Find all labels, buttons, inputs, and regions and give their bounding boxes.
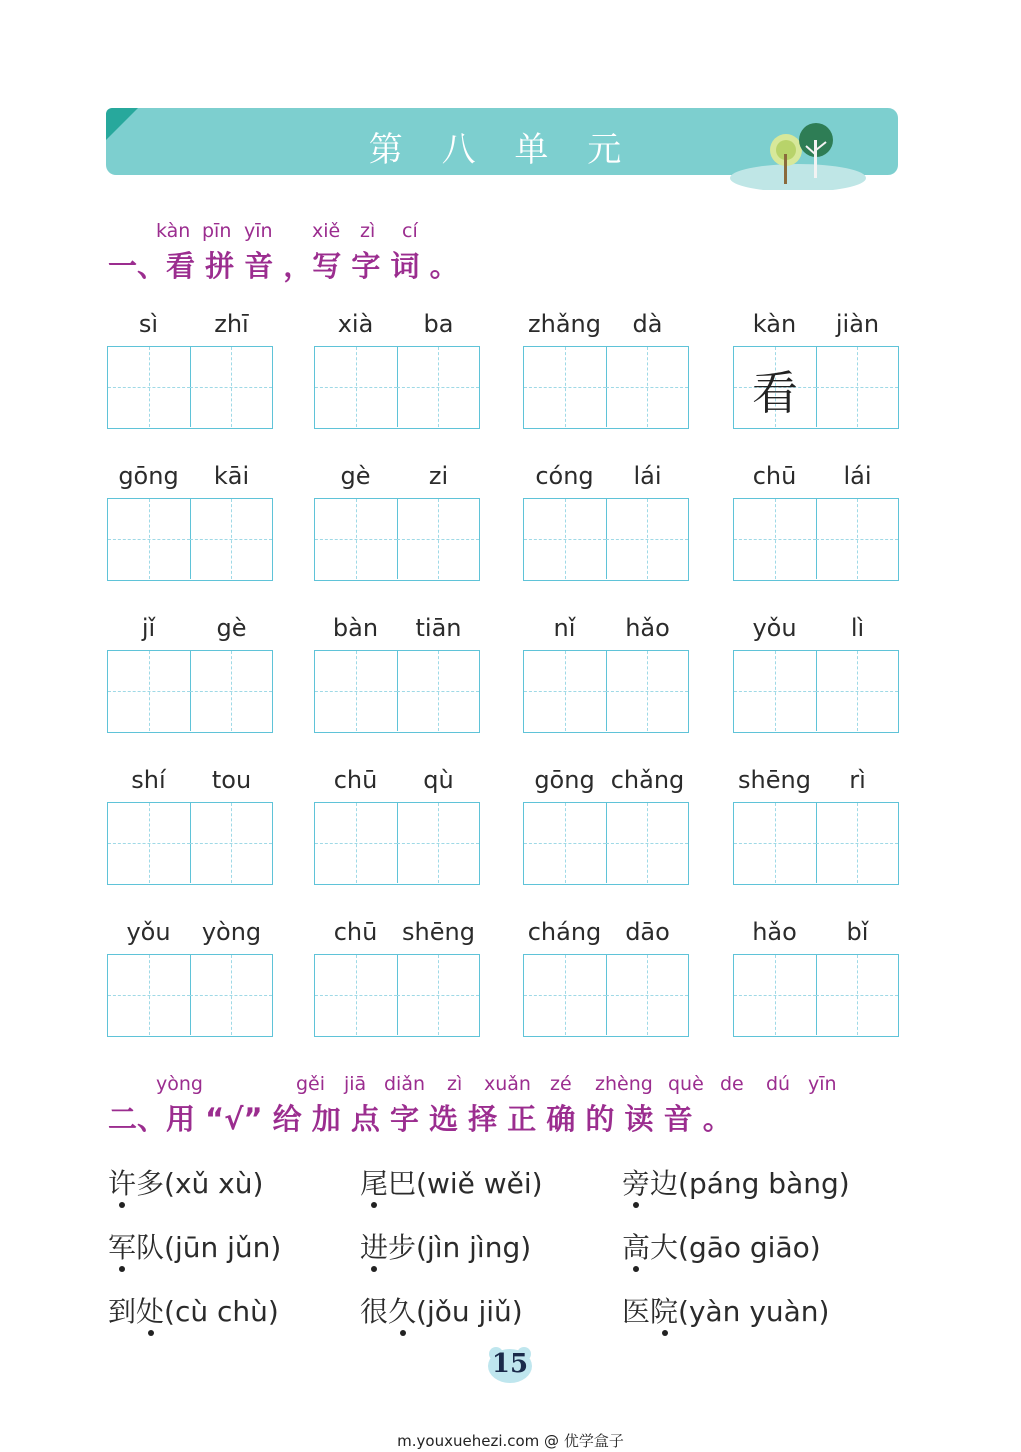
writing-cell[interactable] — [315, 955, 398, 1035]
guide-line — [857, 347, 858, 427]
pronunciation-question[interactable] — [108, 1162, 263, 1202]
pinyin-label: tiān — [415, 614, 462, 642]
tianzige-box[interactable] — [314, 802, 480, 885]
writing-cell[interactable] — [108, 347, 191, 427]
question-word: 到处 — [108, 1295, 165, 1328]
guide-line — [647, 651, 648, 731]
pinyin-label: chǎng — [610, 766, 685, 794]
writing-cell[interactable] — [190, 499, 272, 579]
writing-cell[interactable] — [108, 499, 191, 579]
question-word: 很久 — [360, 1295, 417, 1328]
writing-cell[interactable] — [734, 347, 817, 427]
section1-pinyin-syllable: xiě — [312, 220, 341, 242]
pinyin-label: ba — [423, 310, 454, 338]
section2-pinyin-syllable: dú — [766, 1073, 791, 1095]
pinyin-label: chū — [333, 918, 378, 946]
pinyin-label: shí — [131, 766, 166, 794]
emphasis-dot — [400, 1330, 406, 1336]
guide-line — [438, 651, 439, 731]
writing-cell[interactable] — [816, 651, 898, 731]
question-word: 军队 — [108, 1231, 165, 1264]
guide-line — [775, 651, 776, 731]
writing-cell[interactable] — [108, 803, 191, 883]
writing-cell[interactable] — [606, 651, 688, 731]
writing-cell[interactable] — [190, 803, 272, 883]
emphasis-dot — [119, 1202, 125, 1208]
guide-line — [647, 803, 648, 883]
pinyin-label: shēng — [738, 766, 811, 794]
tianzige-box[interactable] — [523, 802, 689, 885]
pinyin-label: lái — [843, 462, 872, 490]
writing-cell[interactable] — [190, 651, 272, 731]
guide-line — [857, 499, 858, 579]
pinyin-label: bǐ — [846, 918, 869, 946]
guide-line — [857, 651, 858, 731]
writing-cell[interactable] — [734, 803, 817, 883]
pinyin-label: tou — [211, 766, 252, 794]
pronunciation-question[interactable] — [360, 1290, 523, 1330]
trees-icon — [728, 120, 868, 190]
pronunciation-options[interactable]: (jìn jìng) — [416, 1231, 532, 1264]
guide-line — [356, 347, 357, 427]
section1-pinyin-syllable: kàn — [156, 220, 191, 242]
pinyin-label: rì — [849, 766, 866, 794]
pinyin-label: dà — [632, 310, 663, 338]
pronunciation-question[interactable] — [622, 1226, 821, 1266]
pinyin-label: chū — [752, 462, 797, 490]
tianzige-box[interactable] — [523, 346, 689, 429]
guide-line — [438, 347, 439, 427]
pinyin-label: zhī — [214, 310, 249, 338]
writing-cell[interactable] — [315, 499, 398, 579]
section2-pinyin-syllable: zhèng — [595, 1073, 653, 1095]
guide-line — [775, 955, 776, 1035]
pinyin-label: gè — [340, 462, 371, 490]
writing-cell[interactable] — [108, 955, 191, 1035]
question-word: 进步 — [360, 1231, 417, 1264]
pinyin-label: zhǎng — [528, 310, 601, 338]
pronunciation-options[interactable]: (yàn yuàn) — [678, 1295, 830, 1328]
emphasis-dot — [633, 1266, 639, 1272]
section2-pinyin-syllable: jiā — [344, 1073, 367, 1095]
tianzige-box[interactable] — [523, 954, 689, 1037]
guide-line — [438, 499, 439, 579]
pronunciation-options[interactable]: (cù chù) — [164, 1295, 279, 1328]
pinyin-label: hǎo — [752, 918, 797, 946]
section2-pinyin-syllable: què — [668, 1073, 704, 1095]
pronunciation-question[interactable] — [360, 1226, 531, 1266]
tianzige-box[interactable] — [314, 650, 480, 733]
question-word: 旁边 — [622, 1167, 679, 1200]
guide-line — [231, 955, 232, 1035]
writing-cell[interactable] — [315, 803, 398, 883]
pronunciation-question[interactable] — [622, 1162, 850, 1202]
section1-pinyin-syllable: cí — [402, 220, 418, 242]
guide-line — [149, 955, 150, 1035]
pronunciation-question[interactable] — [108, 1226, 281, 1266]
pinyin-label: yǒu — [752, 614, 797, 642]
guide-line — [647, 347, 648, 427]
guide-line — [565, 651, 566, 731]
writing-cell[interactable] — [524, 955, 607, 1035]
writing-cell[interactable] — [315, 347, 398, 427]
writing-cell[interactable] — [816, 499, 898, 579]
pronunciation-options[interactable]: (gāo giāo) — [678, 1231, 821, 1264]
section2-pinyin-syllable: yòng — [156, 1073, 203, 1095]
emphasis-dot — [371, 1266, 377, 1272]
example-character: 看 — [752, 366, 798, 420]
tianzige-box[interactable] — [733, 954, 899, 1037]
section1-title: 一、看 拼 音 ，写 字 词 。 — [108, 249, 459, 283]
tianzige-box[interactable] — [314, 346, 480, 429]
tianzige-box[interactable] — [107, 954, 273, 1037]
writing-cell[interactable] — [734, 651, 817, 731]
guide-line — [356, 651, 357, 731]
pinyin-label: cóng — [535, 462, 594, 490]
pinyin-label: nǐ — [553, 614, 576, 642]
section1-pinyin-syllable: yīn — [244, 220, 273, 242]
guide-line — [775, 499, 776, 579]
guide-line — [231, 347, 232, 427]
tianzige-box[interactable] — [107, 650, 273, 733]
guide-line — [149, 347, 150, 427]
question-word: 尾巴 — [360, 1167, 417, 1200]
guide-line — [647, 499, 648, 579]
guide-line — [149, 499, 150, 579]
writing-cell[interactable] — [108, 651, 191, 731]
section2-pinyin-syllable: yīn — [808, 1073, 837, 1095]
pinyin-label: cháng — [527, 918, 602, 946]
writing-cell[interactable] — [524, 803, 607, 883]
pinyin-label: gōng — [534, 766, 595, 794]
pinyin-label: hǎo — [625, 614, 670, 642]
pinyin-label: dāo — [625, 918, 670, 946]
guide-line — [565, 499, 566, 579]
guide-line — [231, 651, 232, 731]
tianzige-box[interactable] — [523, 650, 689, 733]
section2-pinyin-syllable: xuǎn — [484, 1073, 531, 1095]
writing-cell[interactable] — [397, 499, 479, 579]
writing-cell[interactable] — [397, 347, 479, 427]
pinyin-label: gè — [216, 614, 247, 642]
tianzige-box[interactable] — [523, 498, 689, 581]
tianzige-box[interactable] — [107, 346, 273, 429]
section2-pinyin-syllable: gěi — [296, 1073, 326, 1095]
pronunciation-options[interactable]: (jūn jǔn) — [164, 1231, 282, 1264]
guide-line — [149, 651, 150, 731]
question-word: 许多 — [108, 1167, 165, 1200]
pinyin-label: bàn — [332, 614, 379, 642]
guide-line — [565, 955, 566, 1035]
writing-cell[interactable] — [315, 651, 398, 731]
tianzige-box[interactable] — [314, 498, 480, 581]
guide-line — [438, 803, 439, 883]
guide-line — [857, 803, 858, 883]
writing-cell[interactable] — [524, 347, 607, 427]
guide-line — [149, 803, 150, 883]
writing-cell[interactable] — [606, 955, 688, 1035]
pronunciation-question[interactable] — [108, 1290, 279, 1330]
section1-pinyin-syllable: pīn — [202, 220, 232, 242]
tianzige-box[interactable] — [733, 498, 899, 581]
pinyin-label: jiàn — [835, 310, 880, 338]
writing-cell[interactable] — [816, 955, 898, 1035]
pinyin-label: shēng — [402, 918, 475, 946]
pinyin-label: yǒu — [126, 918, 171, 946]
pronunciation-options[interactable]: (xǔ xù) — [164, 1167, 264, 1200]
guide-line — [438, 955, 439, 1035]
pinyin-label: jǐ — [141, 614, 156, 642]
pinyin-label: lì — [850, 614, 865, 642]
emphasis-dot — [148, 1330, 154, 1336]
writing-cell[interactable] — [524, 499, 607, 579]
writing-cell[interactable] — [190, 347, 272, 427]
unit-title: 第 八 单 元 — [368, 130, 636, 170]
pinyin-label: gōng — [118, 462, 179, 490]
tianzige-box[interactable] — [733, 650, 899, 733]
writing-cell[interactable] — [734, 955, 817, 1035]
tianzige-box[interactable] — [733, 346, 899, 429]
pinyin-label: qù — [423, 766, 454, 794]
writing-cell[interactable] — [606, 347, 688, 427]
tianzige-box[interactable] — [107, 498, 273, 581]
writing-cell[interactable] — [397, 955, 479, 1035]
writing-cell[interactable] — [524, 651, 607, 731]
section1-pinyin-syllable: zì — [360, 220, 376, 242]
writing-cell[interactable] — [397, 651, 479, 731]
tianzige-box[interactable] — [314, 954, 480, 1037]
pinyin-label: chū — [333, 766, 378, 794]
pronunciation-options[interactable]: (jǒu jiǔ) — [416, 1295, 523, 1328]
pronunciation-options[interactable]: (páng bàng) — [678, 1167, 850, 1200]
pronunciation-question[interactable] — [360, 1162, 543, 1202]
pronunciation-options[interactable]: (wiě wěi) — [416, 1167, 543, 1200]
guide-line — [356, 955, 357, 1035]
section2-pinyin-syllable: zì — [447, 1073, 463, 1095]
emphasis-dot — [119, 1266, 125, 1272]
pronunciation-question[interactable] — [622, 1290, 829, 1330]
question-word: 高大 — [622, 1231, 679, 1264]
pinyin-label: lái — [633, 462, 662, 490]
pinyin-label: zi — [428, 462, 449, 490]
guide-line — [565, 803, 566, 883]
section2-pinyin-syllable: zé — [550, 1073, 572, 1095]
guide-line — [231, 499, 232, 579]
guide-line — [356, 499, 357, 579]
guide-line — [647, 955, 648, 1035]
writing-cell[interactable] — [734, 499, 817, 579]
pinyin-label: kàn — [752, 310, 797, 338]
tianzige-box[interactable] — [107, 802, 273, 885]
section2-pinyin-syllable: de — [720, 1073, 744, 1095]
writing-cell[interactable] — [816, 347, 898, 427]
pinyin-label: kāi — [213, 462, 250, 490]
writing-cell[interactable] — [190, 955, 272, 1035]
writing-cell[interactable] — [606, 803, 688, 883]
guide-line — [857, 955, 858, 1035]
tianzige-box[interactable] — [733, 802, 899, 885]
banner-corner-fold — [106, 108, 138, 140]
guide-line — [356, 803, 357, 883]
writing-cell[interactable] — [816, 803, 898, 883]
guide-line — [231, 803, 232, 883]
emphasis-dot — [633, 1202, 639, 1208]
pinyin-label: yòng — [201, 918, 262, 946]
footer-source: m.youxuehezi.com @ 优学盒子 — [397, 1432, 624, 1450]
emphasis-dot — [371, 1202, 377, 1208]
question-word: 医院 — [622, 1295, 679, 1328]
section2-pinyin-syllable: diǎn — [384, 1073, 426, 1095]
page-number: 15 — [491, 1349, 529, 1379]
pinyin-label: sì — [138, 310, 159, 338]
guide-line — [565, 347, 566, 427]
guide-line — [775, 803, 776, 883]
writing-cell[interactable] — [397, 803, 479, 883]
writing-cell[interactable] — [606, 499, 688, 579]
section2-title: 二、用 “√” 给 加 点 字 选 择 正 确 的 读 音 。 — [108, 1102, 732, 1136]
emphasis-dot — [662, 1330, 668, 1336]
pinyin-label: xià — [337, 310, 374, 338]
